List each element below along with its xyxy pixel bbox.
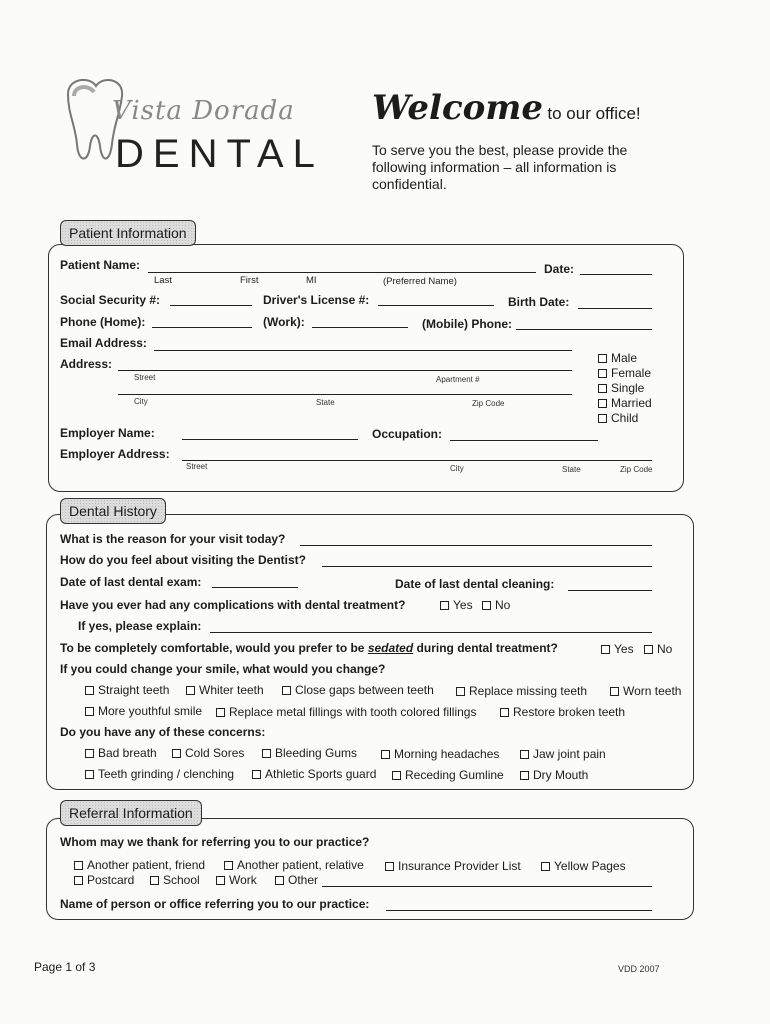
address-sub-apartment: Apartment # bbox=[436, 375, 480, 384]
checkbox-label: Whiter teeth bbox=[199, 683, 264, 697]
checkbox-icon bbox=[482, 601, 491, 610]
referral-name-label: Name of person or office referring you to our practice: bbox=[60, 897, 370, 911]
checkbox-child[interactable] bbox=[598, 411, 638, 425]
checkbox-label: Single bbox=[611, 381, 645, 395]
checkbox-icon bbox=[216, 876, 225, 885]
employer-sub-city: City bbox=[450, 464, 464, 473]
address-sub-state: State bbox=[316, 398, 335, 407]
checkbox-label: Morning headaches bbox=[394, 747, 500, 761]
checkbox-label: Work bbox=[229, 873, 257, 887]
ssn-label: Social Security #: bbox=[60, 293, 161, 307]
referral-other-field[interactable] bbox=[322, 886, 652, 887]
sedated-pre: To be completely comfortable, would you prefer to be bbox=[60, 641, 365, 655]
name-sub-last: Last bbox=[154, 275, 172, 286]
name-sub-preferred: (Preferred Name) bbox=[383, 276, 457, 287]
checkbox-label: Replace missing teeth bbox=[469, 684, 588, 698]
checkbox-icon bbox=[74, 876, 83, 885]
checkbox-icon bbox=[598, 399, 607, 408]
address-sub-street: Street bbox=[134, 373, 156, 382]
referral-other[interactable] bbox=[275, 873, 318, 887]
checkbox-label: No bbox=[657, 642, 673, 656]
employer-name-field[interactable] bbox=[182, 439, 358, 440]
logo-script: Vista Dorada bbox=[112, 96, 295, 126]
checkbox-icon bbox=[381, 750, 390, 759]
sedated-question bbox=[60, 641, 558, 655]
phone-home-field[interactable] bbox=[152, 327, 252, 328]
checkbox-icon bbox=[85, 707, 94, 716]
date-label: Date: bbox=[544, 262, 575, 276]
phone-home-label: Phone (Home): bbox=[60, 315, 146, 329]
concern-morning-headaches[interactable] bbox=[381, 747, 499, 761]
checkbox-icon bbox=[150, 876, 159, 885]
last-exam-label: Date of last dental exam: bbox=[60, 575, 202, 589]
checkbox-icon bbox=[598, 384, 607, 393]
checkbox-icon bbox=[216, 708, 225, 717]
concerns-label: Do you have any of these concerns: bbox=[60, 725, 266, 739]
referral-thank-label: Whom may we thank for referring you to our practice? bbox=[60, 835, 370, 849]
employer-sub-state: State bbox=[562, 465, 581, 474]
change-straight-teeth[interactable] bbox=[85, 683, 169, 697]
checkbox-label: Insurance Provider List bbox=[398, 859, 521, 873]
last-exam-field[interactable] bbox=[212, 587, 298, 588]
address-label: Address: bbox=[60, 357, 113, 371]
checkbox-label: Yellow Pages bbox=[554, 859, 626, 873]
concern-dry-mouth[interactable] bbox=[520, 768, 588, 782]
phone-mobile-field[interactable] bbox=[516, 329, 652, 330]
dental-tab: Dental History bbox=[60, 498, 166, 524]
checkbox-label: Other bbox=[288, 873, 319, 887]
checkbox-male[interactable] bbox=[598, 351, 637, 365]
checkbox-label: Yes bbox=[614, 642, 634, 656]
checkbox-label: Close gaps between teeth bbox=[295, 683, 434, 697]
welcome-intro: To serve you the best, please provide the following information – all information is confidential. bbox=[372, 142, 628, 192]
logo bbox=[60, 74, 350, 174]
checkbox-icon bbox=[456, 687, 465, 696]
checkbox-icon bbox=[610, 687, 619, 696]
explain-field[interactable] bbox=[210, 632, 652, 633]
checkbox-icon bbox=[74, 861, 83, 870]
date-field[interactable] bbox=[580, 274, 652, 275]
checkbox-label: School bbox=[163, 873, 200, 887]
checkbox-icon bbox=[85, 749, 94, 758]
checkbox-label: Cold Sores bbox=[185, 746, 245, 760]
name-sub-first: First bbox=[240, 275, 259, 286]
checkbox-married[interactable] bbox=[598, 396, 652, 410]
last-cleaning-field[interactable] bbox=[568, 590, 652, 591]
welcome-word: Welcome bbox=[372, 88, 543, 128]
checkbox-label: Yes bbox=[453, 598, 473, 612]
checkbox-icon bbox=[85, 686, 94, 695]
birth-date-label: Birth Date: bbox=[508, 295, 570, 309]
checkbox-icon bbox=[500, 708, 509, 717]
concern-receding-gumline[interactable] bbox=[392, 768, 504, 782]
checkbox-label: Bad breath bbox=[98, 746, 157, 760]
change-label: If you could change your smile, what would you change? bbox=[60, 662, 386, 676]
phone-mobile-label: (Mobile) Phone: bbox=[422, 317, 512, 331]
phone-work-field[interactable] bbox=[312, 327, 408, 328]
change-replace-fillings[interactable] bbox=[216, 705, 476, 719]
checkbox-label: Female bbox=[611, 366, 652, 380]
concern-teeth-grinding[interactable] bbox=[85, 767, 234, 781]
referral-yellow-pages[interactable] bbox=[541, 859, 626, 873]
checkbox-label: Dry Mouth bbox=[533, 768, 589, 782]
employer-address-label: Employer Address: bbox=[60, 447, 170, 461]
checkbox-label: Restore broken teeth bbox=[513, 705, 626, 719]
checkbox-icon bbox=[385, 862, 394, 871]
checkbox-label: Teeth grinding / clenching bbox=[98, 767, 235, 781]
concern-cold-sores[interactable] bbox=[172, 746, 244, 760]
checkbox-female[interactable] bbox=[598, 366, 651, 380]
sedated-no[interactable] bbox=[644, 642, 672, 656]
page-number: Page 1 of 3 bbox=[34, 960, 96, 974]
checkbox-icon bbox=[224, 861, 233, 870]
employer-address-field[interactable] bbox=[182, 460, 652, 461]
email-field[interactable] bbox=[154, 350, 572, 351]
change-youthful-smile[interactable] bbox=[85, 704, 202, 718]
checkbox-label: No bbox=[495, 598, 511, 612]
referral-tab: Referral Information bbox=[60, 800, 202, 826]
checkbox-label: Another patient, relative bbox=[237, 858, 364, 872]
patient-name-label: Patient Name: bbox=[60, 258, 141, 272]
checkbox-icon bbox=[541, 862, 550, 871]
checkbox-label: Another patient, friend bbox=[87, 858, 206, 872]
email-label: Email Address: bbox=[60, 336, 147, 350]
checkbox-icon bbox=[85, 770, 94, 779]
feel-field[interactable] bbox=[322, 566, 652, 567]
checkbox-label: More youthful smile bbox=[98, 704, 203, 718]
change-close-gaps[interactable] bbox=[282, 683, 434, 697]
checkbox-label: Married bbox=[611, 396, 652, 410]
referral-patient-relative[interactable] bbox=[224, 858, 364, 872]
referral-name-field[interactable] bbox=[386, 910, 652, 911]
checkbox-icon bbox=[598, 354, 607, 363]
checkbox-icon bbox=[252, 770, 261, 779]
checkbox-icon bbox=[392, 771, 401, 780]
checkbox-icon bbox=[520, 750, 529, 759]
checkbox-icon bbox=[172, 749, 181, 758]
sedated-post: during dental treatment? bbox=[416, 641, 558, 655]
form-code: VDD 2007 bbox=[618, 964, 660, 974]
sedated-word: sedated bbox=[367, 641, 414, 655]
referral-work[interactable] bbox=[216, 873, 257, 887]
address-sub-zip: Zip Code bbox=[472, 399, 505, 408]
change-restore-broken[interactable] bbox=[500, 705, 625, 719]
occupation-label: Occupation: bbox=[372, 427, 443, 441]
last-cleaning-label: Date of last dental cleaning: bbox=[395, 577, 555, 591]
address-street-field[interactable] bbox=[118, 370, 572, 371]
complications-label: Have you ever had any complications with dental treatment? bbox=[60, 598, 406, 612]
checkbox-icon bbox=[282, 686, 291, 695]
checkbox-label: Male bbox=[611, 351, 638, 365]
change-replace-missing[interactable] bbox=[456, 684, 587, 698]
referral-postcard[interactable] bbox=[74, 873, 134, 887]
employer-sub-street: Street bbox=[186, 462, 208, 471]
name-sub-mi: MI bbox=[306, 275, 317, 286]
checkbox-icon bbox=[598, 369, 607, 378]
concern-bleeding-gums[interactable] bbox=[262, 746, 357, 760]
checkbox-icon bbox=[520, 771, 529, 780]
welcome-rest: to our office! bbox=[547, 104, 641, 123]
checkbox-icon bbox=[440, 601, 449, 610]
checkbox-label: Receding Gumline bbox=[405, 768, 504, 782]
ssn-field[interactable] bbox=[170, 305, 252, 306]
complications-no[interactable] bbox=[482, 598, 510, 612]
change-whiter-teeth[interactable] bbox=[186, 683, 264, 697]
checkbox-label: Child bbox=[611, 411, 639, 425]
occupation-field[interactable] bbox=[450, 440, 598, 441]
referral-patient-friend[interactable] bbox=[74, 858, 205, 872]
address-sub-city: City bbox=[134, 397, 148, 406]
referral-school[interactable] bbox=[150, 873, 200, 887]
address-city-field[interactable] bbox=[118, 394, 572, 395]
reason-label: What is the reason for your visit today? bbox=[60, 532, 286, 546]
checkbox-icon bbox=[186, 686, 195, 695]
feel-label: How do you feel about visiting the Dentist? bbox=[60, 553, 307, 567]
concern-sports-guard[interactable] bbox=[252, 767, 376, 781]
logo-dental: DENTAL bbox=[115, 132, 324, 176]
complications-yes[interactable] bbox=[440, 598, 473, 612]
checkbox-label: Worn teeth bbox=[623, 684, 682, 698]
checkbox-icon bbox=[262, 749, 271, 758]
reason-field[interactable] bbox=[300, 545, 652, 546]
checkbox-label: Replace metal fillings with tooth colored fillings bbox=[229, 705, 477, 719]
checkbox-icon bbox=[275, 876, 284, 885]
explain-label: If yes, please explain: bbox=[78, 619, 202, 633]
birth-date-field[interactable] bbox=[578, 308, 652, 309]
checkbox-icon bbox=[644, 645, 653, 654]
checkbox-single[interactable] bbox=[598, 381, 644, 395]
concern-jaw-joint-pain[interactable] bbox=[520, 747, 606, 761]
checkbox-icon bbox=[601, 645, 610, 654]
checkbox-label: Athletic Sports guard bbox=[265, 767, 377, 781]
phone-work-label: (Work): bbox=[263, 315, 305, 329]
drivers-license-field[interactable] bbox=[378, 305, 494, 306]
checkbox-icon bbox=[598, 414, 607, 423]
patient-tab: Patient Information bbox=[60, 220, 196, 246]
employer-name-label: Employer Name: bbox=[60, 426, 155, 440]
checkbox-label: Bleeding Gums bbox=[275, 746, 358, 760]
checkbox-label: Postcard bbox=[87, 873, 135, 887]
change-worn-teeth[interactable] bbox=[610, 684, 681, 698]
referral-insurance-list[interactable] bbox=[385, 859, 521, 873]
drivers-license-label: Driver's License #: bbox=[263, 293, 370, 307]
sedated-yes[interactable] bbox=[601, 642, 634, 656]
employer-sub-zip: Zip Code bbox=[620, 465, 653, 474]
welcome-heading bbox=[372, 88, 641, 128]
patient-name-field[interactable] bbox=[148, 272, 536, 273]
concern-bad-breath[interactable] bbox=[85, 746, 157, 760]
checkbox-label: Jaw joint pain bbox=[533, 747, 606, 761]
checkbox-label: Straight teeth bbox=[98, 683, 170, 697]
